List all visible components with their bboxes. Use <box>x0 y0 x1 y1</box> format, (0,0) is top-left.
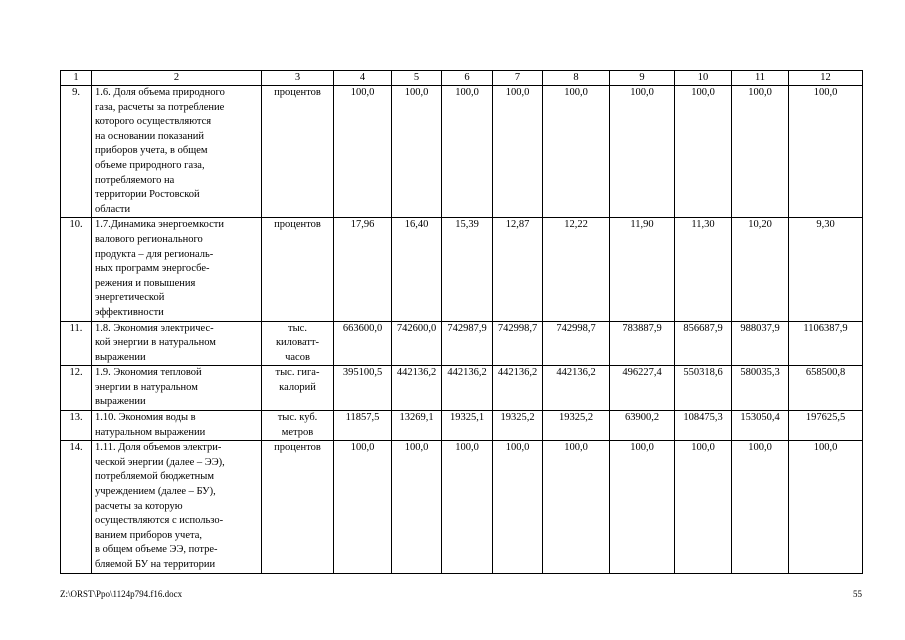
header-row <box>61 71 863 86</box>
value-cell: 12,87 <box>493 218 543 321</box>
value-cell: 16,40 <box>392 218 442 321</box>
value-cell: 100,0 <box>610 86 675 218</box>
col-header: 1 <box>61 71 92 86</box>
value-cell: 19325,2 <box>493 411 543 441</box>
col-header: 12 <box>789 71 863 86</box>
value-cell: 11,30 <box>675 218 732 321</box>
value-cell: 550318,6 <box>675 366 732 411</box>
value-cell: 11,90 <box>610 218 675 321</box>
value-cell: 63900,2 <box>610 411 675 441</box>
value-cell: 13269,1 <box>392 411 442 441</box>
value-cell: 10,20 <box>732 218 789 321</box>
table-row <box>61 218 863 321</box>
unit-cell: процентов <box>262 86 334 218</box>
value-cell: 100,0 <box>732 441 789 573</box>
value-cell: 197625,5 <box>789 411 863 441</box>
value-cell: 100,0 <box>334 441 392 573</box>
value-cell: 742987,9 <box>442 321 493 366</box>
col-header: 10 <box>675 71 732 86</box>
value-cell: 100,0 <box>442 86 493 218</box>
unit-cell: тыс. киловатт- часов <box>262 321 334 366</box>
row-number: 11. <box>61 321 92 366</box>
table-row <box>61 321 863 366</box>
col-header: 5 <box>392 71 442 86</box>
value-cell: 100,0 <box>392 441 442 573</box>
col-header: 7 <box>493 71 543 86</box>
row-number: 14. <box>61 441 92 573</box>
row-number: 10. <box>61 218 92 321</box>
value-cell: 100,0 <box>493 86 543 218</box>
value-cell: 742998,7 <box>493 321 543 366</box>
table-row <box>61 366 863 411</box>
value-cell: 395100,5 <box>334 366 392 411</box>
value-cell: 9,30 <box>789 218 863 321</box>
value-cell: 19325,2 <box>543 411 610 441</box>
indicator-name: 1.10. Экономия воды в натуральном выражении <box>92 411 262 441</box>
indicators-table <box>60 70 863 574</box>
value-cell: 12,22 <box>543 218 610 321</box>
table-row <box>61 86 863 218</box>
indicator-name: 1.8. Экономия электричес- кой энергии в натуральном выражении <box>92 321 262 366</box>
value-cell: 988037,9 <box>732 321 789 366</box>
value-cell: 100,0 <box>543 441 610 573</box>
value-cell: 100,0 <box>789 86 863 218</box>
value-cell: 15,39 <box>442 218 493 321</box>
value-cell: 1106387,9 <box>789 321 863 366</box>
col-header: 9 <box>610 71 675 86</box>
value-cell: 442136,2 <box>392 366 442 411</box>
table-row <box>61 411 863 441</box>
value-cell: 100,0 <box>493 441 543 573</box>
value-cell: 658500,8 <box>789 366 863 411</box>
unit-cell: процентов <box>262 441 334 573</box>
footer-file-path: Z:\ORST\Ppo\1124p794.f16.docx <box>60 589 183 599</box>
table-body <box>61 86 863 574</box>
value-cell: 100,0 <box>392 86 442 218</box>
col-header: 6 <box>442 71 493 86</box>
value-cell: 100,0 <box>675 441 732 573</box>
col-header: 8 <box>543 71 610 86</box>
page-number: 55 <box>853 589 862 599</box>
value-cell: 19325,1 <box>442 411 493 441</box>
unit-cell: процентов <box>262 218 334 321</box>
value-cell: 442136,2 <box>543 366 610 411</box>
indicator-name: 1.7.Динамика энергоемкости валового регионального продукта – для региональ- ных программ энергосбе- режения и повышения энергетической эффективности <box>92 218 262 321</box>
value-cell: 100,0 <box>442 441 493 573</box>
value-cell: 783887,9 <box>610 321 675 366</box>
col-header: 11 <box>732 71 789 86</box>
value-cell: 580035,3 <box>732 366 789 411</box>
col-header: 2 <box>92 71 262 86</box>
value-cell: 856687,9 <box>675 321 732 366</box>
value-cell: 11857,5 <box>334 411 392 441</box>
value-cell: 100,0 <box>732 86 789 218</box>
value-cell: 108475,3 <box>675 411 732 441</box>
row-number: 12. <box>61 366 92 411</box>
unit-cell: тыс. куб. метров <box>262 411 334 441</box>
value-cell: 742600,0 <box>392 321 442 366</box>
col-header: 4 <box>334 71 392 86</box>
value-cell: 663600,0 <box>334 321 392 366</box>
value-cell: 496227,4 <box>610 366 675 411</box>
table-row <box>61 441 863 573</box>
value-cell: 442136,2 <box>493 366 543 411</box>
row-number: 9. <box>61 86 92 218</box>
value-cell: 742998,7 <box>543 321 610 366</box>
indicator-name: 1.6. Доля объема природного газа, расчеты за потребление которого осуществляются на основании показаний приборов учета, в общем объеме природного газа, потребляемого на территории Ростовской области <box>92 86 262 218</box>
row-number: 13. <box>61 411 92 441</box>
value-cell: 100,0 <box>610 441 675 573</box>
indicator-name: 1.11. Доля объемов электри- ческой энергии (далее – ЭЭ), потребляемой бюджетным учреждением (далее – БУ), расчеты за которую осуществляются с использо- ванием приборов учета, в общем объеме ЭЭ, потре- бляемой БУ на территории <box>92 441 262 573</box>
indicator-name: 1.9. Экономия тепловой энергии в натуральном выражении <box>92 366 262 411</box>
col-header: 3 <box>262 71 334 86</box>
value-cell: 442136,2 <box>442 366 493 411</box>
value-cell: 17,96 <box>334 218 392 321</box>
value-cell: 100,0 <box>543 86 610 218</box>
value-cell: 153050,4 <box>732 411 789 441</box>
unit-cell: тыс. гига- калорий <box>262 366 334 411</box>
value-cell: 100,0 <box>789 441 863 573</box>
value-cell: 100,0 <box>675 86 732 218</box>
value-cell: 100,0 <box>334 86 392 218</box>
